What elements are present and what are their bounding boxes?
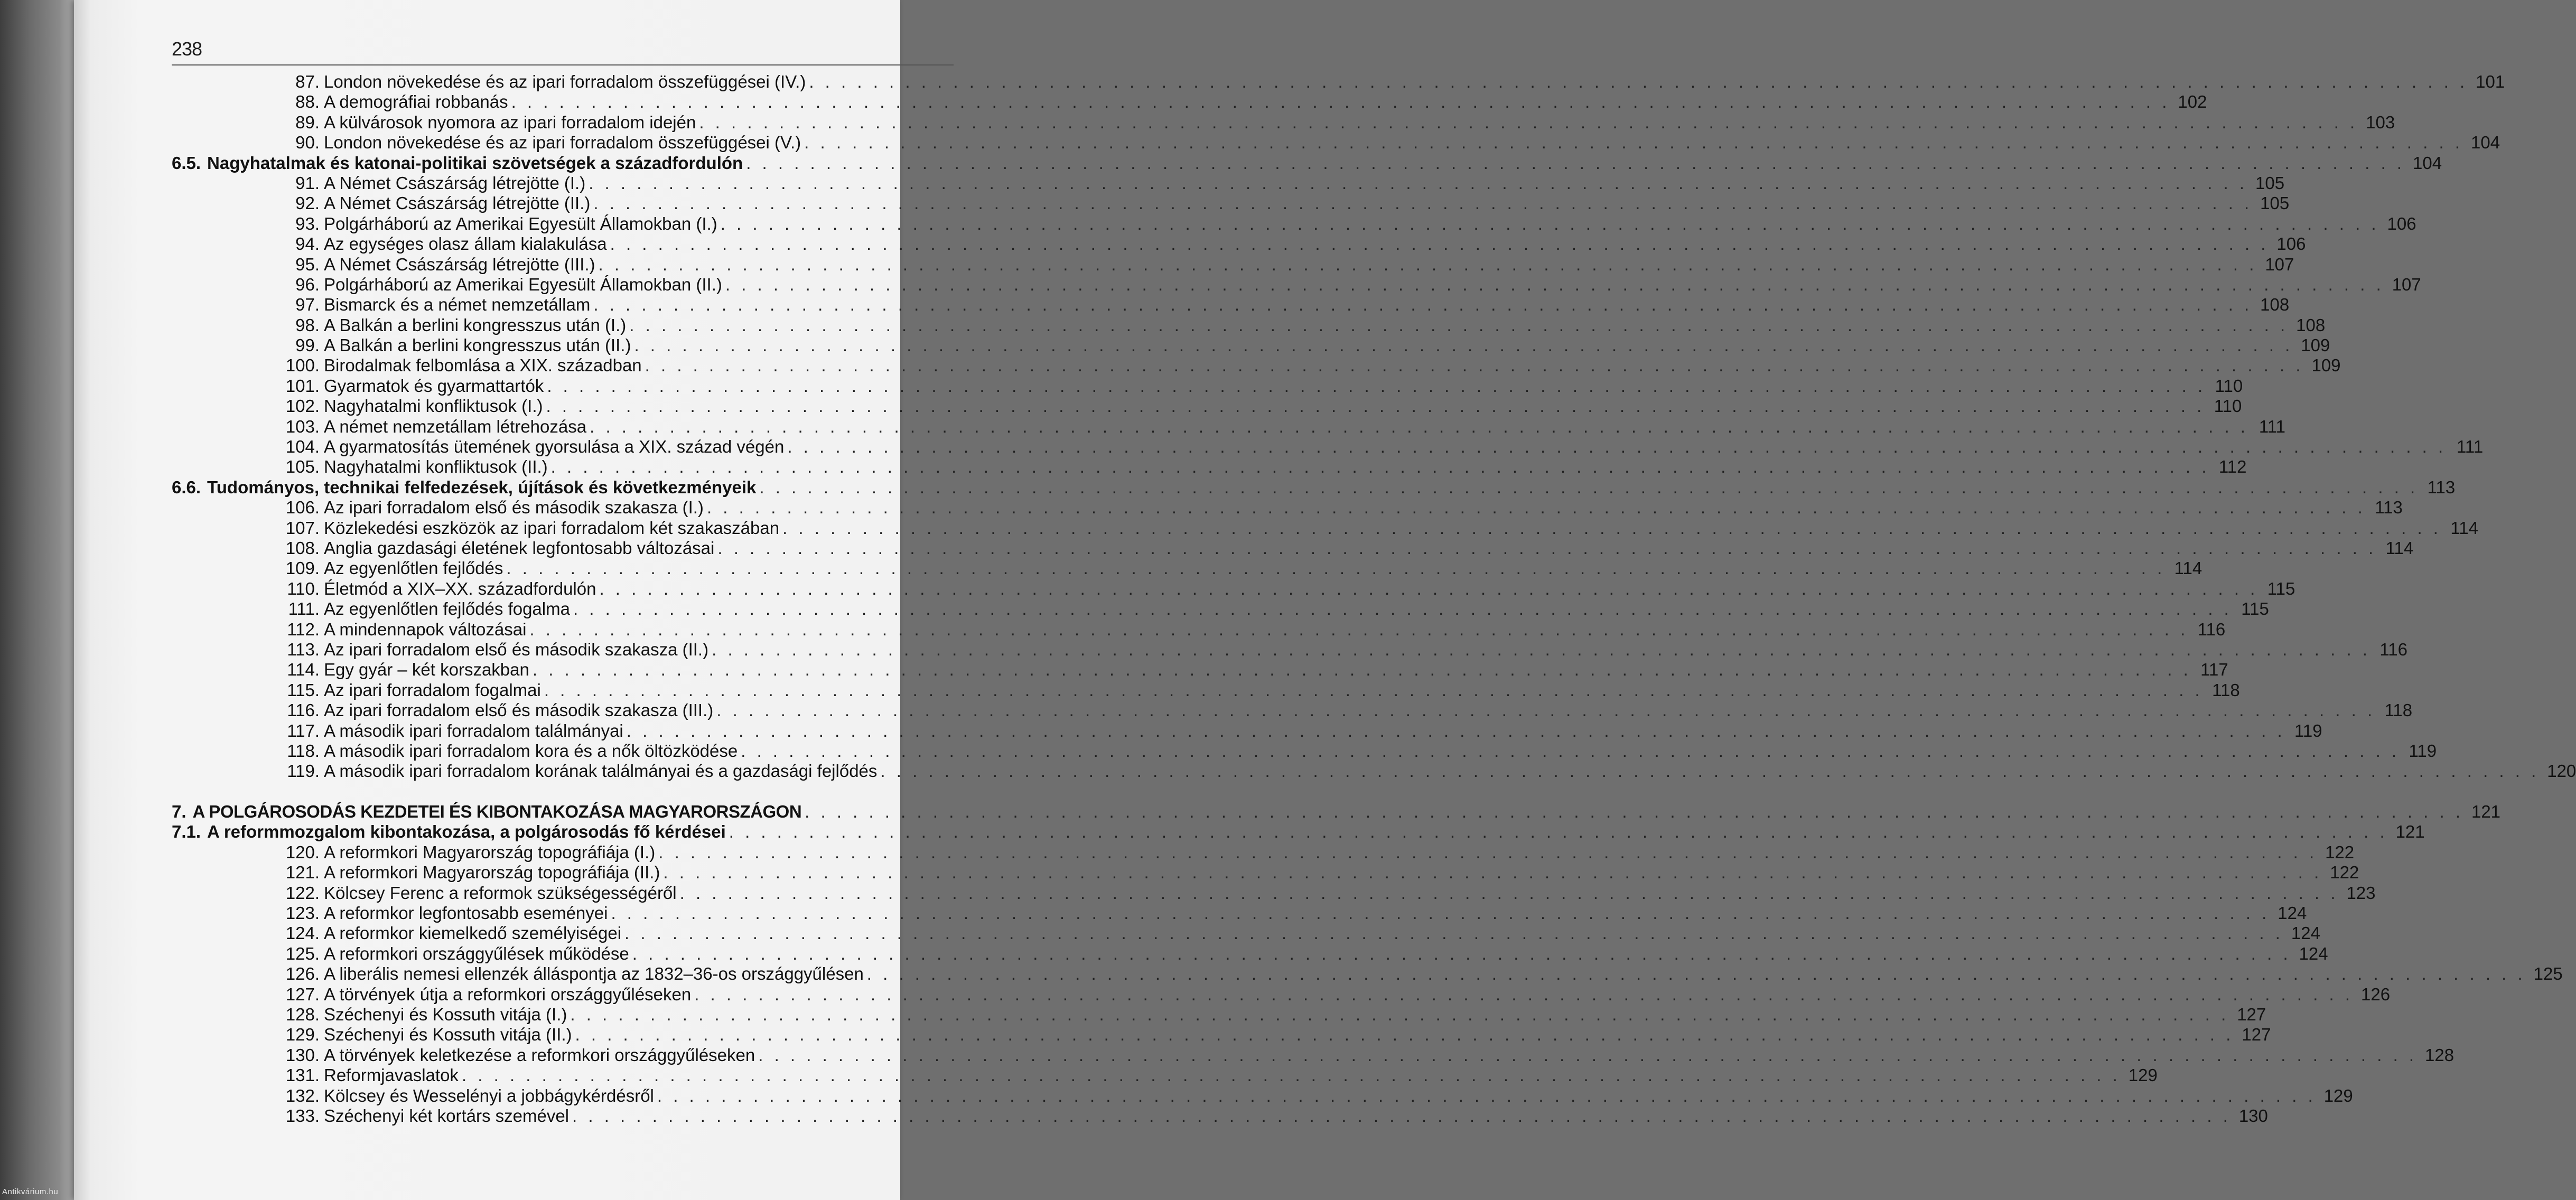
toc-leader-dots — [610, 234, 2269, 254]
toc-entry — [172, 943, 2328, 964]
toc-entry — [172, 883, 2376, 903]
toc-number: 113. — [287, 639, 320, 659]
toc-leader-dots — [599, 579, 2258, 599]
toc-title: A második ipari forradalom korának találmányai és a gazdasági fejlődés — [324, 761, 878, 781]
toc-leader-dots — [551, 457, 2210, 477]
toc-leader-dots — [805, 802, 2463, 822]
toc-page-number: 103 — [2366, 112, 2395, 132]
toc-page-number: 119 — [2294, 720, 2322, 740]
toc-entry — [172, 1004, 2266, 1025]
toc-entry — [172, 213, 2416, 234]
toc-leader-dots — [759, 477, 2418, 498]
toc-title: A második ipari forradalom kora és a nők öltözködése — [324, 740, 738, 761]
toc-leader-dots — [533, 660, 2191, 680]
toc-page-number: 115 — [2241, 599, 2269, 619]
toc-leader-dots — [634, 335, 2293, 355]
toc-page-number: 125 — [2533, 964, 2563, 984]
toc-heading-sub — [172, 153, 2442, 173]
toc-page-number: 121 — [2395, 822, 2425, 842]
toc-leader-dots — [657, 1086, 2316, 1106]
toc-title: London növekedése és az ipari forradalom összefüggései (IV.) — [324, 72, 806, 91]
toc-page-number: 109 — [2301, 335, 2330, 355]
toc-leader-dots — [716, 700, 2375, 720]
toc-leader-dots — [624, 923, 2283, 943]
toc-number: 92. — [295, 193, 320, 213]
watermark: Antikvárium.hu — [2, 1187, 59, 1196]
toc-title: A törvények keletkezése a reformkori országgyűléseken — [324, 1045, 755, 1065]
toc-number: 102. — [285, 396, 320, 416]
book-page — [74, 0, 2576, 1200]
toc-title: Polgárháború az Amerikai Egyesült Államokban (II.) — [324, 274, 722, 294]
toc-title: A törvények útja a reformkori országgyűléseken — [324, 984, 692, 1004]
toc-title: A második ipari forradalom találmányai — [324, 720, 623, 740]
toc-entry — [172, 558, 2202, 578]
toc-leader-dots — [658, 842, 2317, 862]
toc-number: 122. — [285, 883, 320, 903]
toc-page-number: 130 — [2238, 1105, 2268, 1126]
toc-title: A reformkori országgyűlések működése — [324, 943, 629, 963]
toc-entry — [172, 173, 2285, 193]
toc-page-number: 129 — [2128, 1065, 2158, 1085]
toc-page-number: 101 — [2476, 72, 2505, 91]
toc-page-number: 116 — [2379, 639, 2407, 659]
toc-leader-dots — [611, 903, 2270, 923]
toc-leader-dots — [629, 315, 2288, 335]
toc-title: A külvárosok nyomora az ipari forradalom idején — [324, 112, 696, 132]
toc-title: Széchenyi és Kossuth vitája (II.) — [324, 1025, 572, 1045]
toc-entry — [172, 1065, 2158, 1085]
toc-title: Széchenyi két kortárs szemével — [324, 1105, 570, 1126]
toc-leader-dots — [506, 558, 2165, 578]
toc-page-number: 128 — [2425, 1045, 2454, 1065]
toc-title: A liberális nemesi ellenzék álláspontja az 1832–36-os országgyűlésen — [324, 964, 864, 984]
toc-leader-dots — [593, 295, 2252, 315]
toc-leader-dots — [699, 112, 2358, 133]
toc-entry — [172, 355, 2341, 376]
toc-page-number: 116 — [2197, 619, 2226, 639]
toc-title: Nagyhatalmi konfliktusok (II.) — [324, 457, 548, 477]
toc-page-number: 114 — [2450, 518, 2478, 538]
toc-title: A POLGÁROSODÁS KEZDETEI ÉS KIBONTAKOZÁSA MAGYARORSZÁGON — [192, 802, 802, 822]
toc-number: 105. — [285, 457, 320, 477]
toc-number: 94. — [295, 234, 320, 254]
toc-page-number: 102 — [2178, 92, 2207, 112]
toc-title: Bismarck és a német nemzetállam — [324, 295, 591, 315]
toc-entry — [172, 680, 2240, 700]
toc-entry — [172, 295, 2290, 315]
toc-page-number: 127 — [2237, 1004, 2266, 1024]
toc-entry — [172, 437, 2484, 457]
toc-title: Az ipari forradalom első és második szakasza (I.) — [324, 498, 704, 518]
toc-entry — [172, 984, 2391, 1005]
toc-entry — [172, 234, 2306, 254]
toc-number: 103. — [285, 416, 320, 436]
toc-title: Kölcsey Ferenc a reformok szükségességéről — [324, 883, 677, 903]
toc-number: 120. — [285, 842, 320, 862]
toc-entry — [172, 457, 2247, 477]
toc-number: 123. — [285, 903, 320, 923]
toc-page-number: 112 — [2218, 457, 2247, 477]
toc-number: 116. — [287, 700, 320, 720]
toc-entry — [172, 964, 2563, 984]
toc-leader-dots — [599, 255, 2257, 275]
toc-entry — [172, 923, 2320, 943]
toc-number: 95. — [295, 254, 320, 274]
toc-page-number: 122 — [2330, 862, 2359, 883]
toc-title: A reformmozgalom kibontakozása, a polgárosodás fő kérdései — [207, 822, 726, 842]
toc-title: A reformkori Magyarország topográfiája (II.) — [324, 862, 660, 883]
toc-leader-dots — [721, 214, 2379, 234]
toc-title: A reformkori Magyarország topográfiája (I.) — [324, 842, 656, 862]
toc-number: 119. — [287, 761, 320, 781]
toc-entry — [172, 498, 2403, 518]
toc-leader-dots — [707, 498, 2366, 518]
toc-title: A Német Császárság létrejötte (II.) — [324, 193, 591, 213]
toc-page-number: 126 — [2361, 984, 2391, 1004]
book-binding — [0, 0, 74, 1200]
toc-entry — [172, 1045, 2454, 1065]
toc-page-number: 113 — [2375, 498, 2403, 518]
toc-leader-dots — [546, 396, 2205, 416]
toc-number: 130. — [285, 1045, 320, 1065]
toc-number: 107. — [285, 518, 320, 538]
toc-leader-dots — [632, 944, 2291, 964]
toc-leader-dots — [589, 173, 2247, 193]
toc-page-number: 108 — [2260, 295, 2290, 315]
toc-entry — [172, 761, 2576, 781]
toc-leader-dots — [746, 153, 2405, 173]
toc-page-number: 123 — [2346, 883, 2376, 903]
toc-page-number: 104 — [2470, 133, 2500, 153]
toc-entry — [172, 599, 2269, 619]
toc-number: 93. — [295, 213, 320, 233]
toc-number: 125. — [285, 943, 320, 963]
toc-title: Tudományos, technikai felfedezések, újítások és következményeik — [207, 477, 757, 497]
toc-entry — [172, 315, 2326, 335]
toc-number: 111. — [288, 599, 320, 619]
toc-page-number: 113 — [2427, 477, 2456, 497]
toc-number: 126. — [285, 964, 320, 984]
toc-leader-dots — [593, 193, 2252, 213]
toc-entry — [172, 740, 2437, 761]
toc-page-number: 124 — [2299, 943, 2328, 963]
toc-number: 110. — [287, 578, 320, 598]
toc-number: 115. — [287, 680, 320, 700]
toc-leader-dots — [529, 620, 2188, 640]
toc-title: Gyarmatok és gyarmattartók — [324, 376, 544, 396]
toc-number: 129. — [285, 1025, 320, 1045]
toc-entry — [172, 700, 2413, 720]
toc-leader-dots — [741, 741, 2400, 761]
toc-page-number: 107 — [2392, 274, 2421, 294]
toc-leader-dots — [758, 1045, 2417, 1065]
toc-number: 97. — [295, 295, 320, 315]
toc-title: Birodalmak felbomlása a XIX. században — [324, 355, 642, 376]
toc-entry — [172, 396, 2242, 416]
toc-page-number: 117 — [2200, 660, 2228, 680]
toc-entry — [172, 92, 2207, 112]
toc-title: Az ipari forradalom első és második szakasza (II.) — [324, 639, 709, 659]
toc-title: A gyarmatosítás ütemének gyorsulása a XIX. század végén — [324, 437, 785, 457]
toc-entry — [172, 72, 2505, 92]
toc-number: 132. — [285, 1085, 320, 1105]
toc-heading-chapter — [172, 802, 2501, 822]
toc-number: 124. — [285, 923, 320, 943]
toc-leader-dots — [511, 92, 2170, 112]
toc-title: A Német Császárság létrejötte (III.) — [324, 254, 595, 274]
toc-page-number: 110 — [2214, 396, 2242, 416]
toc-number: 101. — [285, 376, 320, 396]
toc-entry — [172, 903, 2307, 923]
toc-title: London növekedése és az ipari forradalom összefüggései (V.) — [324, 133, 801, 153]
toc-page-number: 110 — [2215, 376, 2243, 396]
toc-heading-sub — [172, 822, 2425, 842]
toc-title: A Balkán a berlini kongresszus után (I.) — [324, 315, 627, 335]
toc-number: 106. — [285, 498, 320, 518]
page-number: 238 — [172, 38, 202, 60]
toc-title: Anglia gazdasági életének legfontosabb változásai — [324, 538, 715, 558]
table-of-contents — [172, 72, 2576, 1126]
toc-number: 91. — [295, 173, 320, 193]
toc-number: 6.6. — [172, 477, 201, 497]
toc-page-number: 107 — [2265, 254, 2294, 274]
toc-entry — [172, 133, 2500, 153]
toc-entry — [172, 518, 2478, 538]
toc-number: 98. — [295, 315, 320, 335]
toc-number: 99. — [295, 335, 320, 355]
toc-heading-sub — [172, 477, 2456, 498]
toc-leader-dots — [717, 538, 2376, 558]
toc-title: Széchenyi és Kossuth vitája (I.) — [324, 1004, 567, 1024]
toc-leader-dots — [627, 721, 2285, 741]
toc-entry — [172, 538, 2414, 558]
toc-number: 100. — [285, 355, 320, 376]
toc-title: Az egyenlőtlen fejlődés fogalma — [324, 599, 570, 619]
toc-leader-dots — [645, 355, 2304, 376]
toc-leader-dots — [712, 640, 2370, 660]
toc-entry — [172, 112, 2395, 133]
toc-leader-dots — [694, 985, 2353, 1005]
toc-leader-dots — [462, 1065, 2121, 1085]
toc-number: 108. — [285, 538, 320, 558]
toc-title: A német nemzetállam létrehozása — [324, 416, 587, 436]
toc-page-number: 109 — [2311, 355, 2341, 376]
toc-leader-dots — [544, 680, 2203, 700]
toc-entry — [172, 376, 2243, 396]
toc-number: 6.5. — [172, 153, 201, 173]
toc-leader-dots — [804, 133, 2463, 153]
toc-title: A Balkán a berlini kongresszus után (II.) — [324, 335, 631, 355]
toc-entry — [172, 660, 2228, 680]
toc-entry — [172, 862, 2359, 883]
toc-title: Az egységes olasz állam kialakulása — [324, 234, 607, 254]
toc-page-number: 129 — [2323, 1085, 2353, 1105]
toc-number: 90. — [295, 133, 320, 153]
toc-spacer — [172, 782, 959, 802]
toc-number: 7.1. — [172, 822, 201, 842]
toc-number: 114. — [287, 660, 320, 680]
toc-title: Nagyhatalmak és katonai-politikai szövetségek a századfordulón — [207, 153, 743, 173]
toc-entry — [172, 254, 2294, 275]
toc-entry — [172, 578, 2295, 599]
toc-page-number: 115 — [2267, 578, 2295, 598]
toc-page-number: 108 — [2296, 315, 2326, 335]
toc-entry — [172, 639, 2407, 660]
toc-title: Életmód a XIX–XX. századfordulón — [324, 578, 596, 598]
toc-leader-dots — [663, 862, 2322, 883]
toc-number: 7. — [172, 802, 186, 822]
toc-number: 87. — [295, 72, 320, 91]
toc-title: Nagyhatalmi konfliktusok (I.) — [324, 396, 543, 416]
toc-page-number: 114 — [2174, 558, 2202, 578]
toc-page-number: 111 — [2258, 416, 2285, 436]
header-rule — [172, 64, 954, 65]
toc-page-number: 118 — [2384, 700, 2413, 720]
toc-number: 112. — [287, 619, 320, 639]
toc-title: Az ipari forradalom első és második szakasza (III.) — [324, 700, 714, 720]
toc-number: 89. — [295, 112, 320, 132]
toc-title: Polgárháború az Amerikai Egyesült Államokban (I.) — [324, 213, 717, 233]
toc-page-number: 106 — [2387, 213, 2416, 233]
toc-title: Az ipari forradalom fogalmai — [324, 680, 541, 700]
toc-entry — [172, 619, 2226, 640]
toc-page-number: 118 — [2212, 680, 2240, 700]
toc-page-number: 124 — [2291, 923, 2320, 943]
toc-entry — [172, 1085, 2353, 1106]
toc-leader-dots — [570, 1005, 2229, 1025]
toc-leader-dots — [590, 417, 2248, 437]
toc-leader-dots — [809, 72, 2468, 92]
toc-number: 121. — [285, 862, 320, 883]
toc-leader-dots — [880, 761, 2539, 781]
toc-number: 109. — [285, 558, 320, 578]
toc-entry — [172, 1105, 2268, 1126]
toc-page-number: 105 — [2260, 193, 2290, 213]
toc-leader-dots — [782, 518, 2441, 538]
toc-title: A reformkor legfontosabb eseményei — [324, 903, 608, 923]
toc-page-number: 121 — [2471, 802, 2501, 822]
toc-leader-dots — [573, 599, 2232, 619]
toc-title: Egy gyár – két korszakban — [324, 660, 529, 680]
toc-number: 88. — [295, 92, 320, 112]
toc-title: Kölcsey és Wesselényi a jobbágykérdésről — [324, 1085, 654, 1105]
toc-number: 104. — [285, 437, 320, 457]
toc-page-number: 127 — [2242, 1025, 2271, 1045]
toc-number: 131. — [285, 1065, 320, 1085]
toc-entry — [172, 1025, 2271, 1045]
toc-title: Közlekedési eszközök az ipari forradalom két szakaszában — [324, 518, 780, 538]
toc-page-number: 120 — [2547, 761, 2576, 781]
toc-number: 133. — [285, 1105, 320, 1126]
toc-page-number: 114 — [2385, 538, 2414, 558]
toc-entry — [172, 720, 2322, 741]
toc-page-number: 106 — [2276, 234, 2306, 254]
toc-leader-dots — [575, 1025, 2234, 1045]
toc-page-number: 105 — [2255, 173, 2285, 193]
toc-leader-dots — [729, 822, 2388, 842]
toc-entry — [172, 416, 2285, 437]
toc-entry — [172, 335, 2330, 355]
toc-number: 127. — [285, 984, 320, 1004]
toc-title: A mindennapok változásai — [324, 619, 527, 639]
toc-leader-dots — [725, 275, 2384, 295]
toc-title: A reformkor kiemelkedő személyiségei — [324, 923, 622, 943]
toc-title: A Német Császárság létrejötte (I.) — [324, 173, 586, 193]
toc-leader-dots — [787, 437, 2446, 457]
toc-title: A demográfiai robbanás — [324, 92, 508, 112]
toc-leader-dots — [547, 376, 2206, 396]
toc-number: 96. — [295, 274, 320, 294]
toc-number: 128. — [285, 1004, 320, 1024]
toc-leader-dots — [867, 964, 2526, 984]
toc-page-number: 122 — [2325, 842, 2355, 862]
toc-page-number: 119 — [2409, 740, 2437, 761]
toc-entry — [172, 842, 2355, 862]
toc-page-number: 104 — [2413, 153, 2442, 173]
toc-page-number: 111 — [2457, 437, 2484, 457]
toc-number: 117. — [287, 720, 320, 740]
toc-title: Reformjavaslatok — [324, 1065, 459, 1085]
toc-leader-dots — [680, 883, 2339, 903]
toc-number: 118. — [287, 740, 320, 761]
toc-title: Az egyenlőtlen fejlődés — [324, 558, 503, 578]
toc-entry — [172, 274, 2421, 295]
toc-page-number: 124 — [2278, 903, 2307, 923]
toc-entry — [172, 193, 2290, 213]
toc-leader-dots — [572, 1106, 2231, 1126]
